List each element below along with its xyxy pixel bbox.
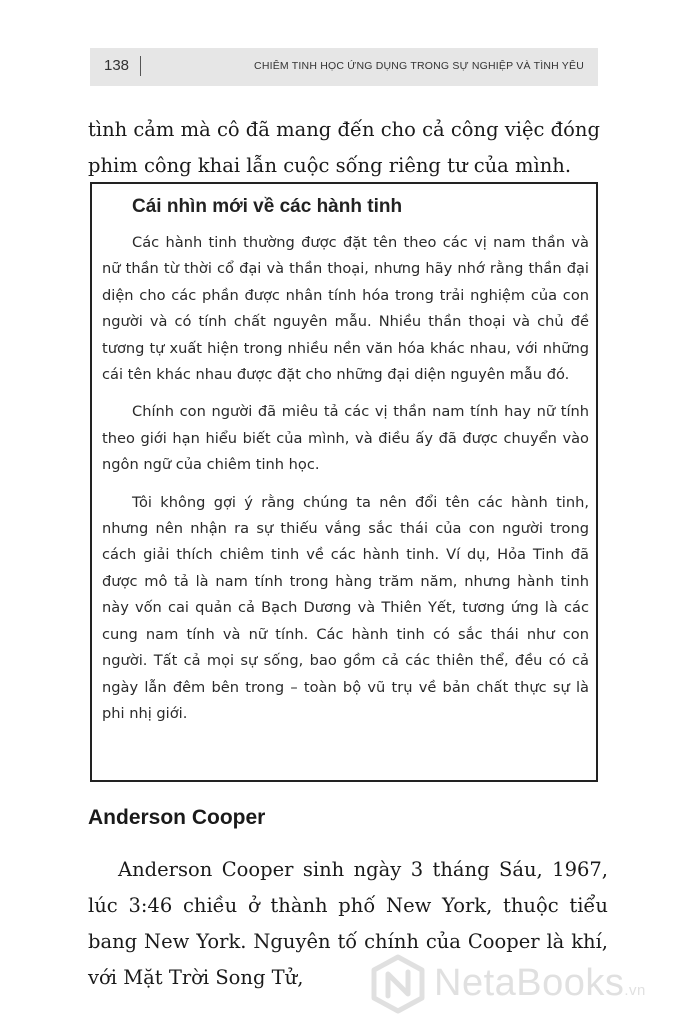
sidebar-box-body (102, 230, 589, 738)
section-paragraph: Anderson Cooper sinh ngày 3 tháng Sáu, 1967, lúc 3:46 chiều ở thành phố New York, thuộc tiểu bang New York. Nguyên tố chính của Cooper là khí, với Mặt Trời Song Tử, (88, 858, 608, 989)
sidebar-box (90, 182, 598, 782)
sidebar-paragraph-1: Các hành tinh thường được đặt tên theo các vị nam thần và nữ thần từ thời cổ đại và thần thoại, nhưng hãy nhớ rằng thần đại diện cho các phần được nhân tính hóa trong trải nghiệm của con người và có tính chất nguyên mẫu. Nhiều thần thoại và chủ đề tương tự xuất hiện trong nhiều nền văn hóa khác nhau, với những cái tên khác nhau được đặt cho những đại diện nguyên mẫu đó. (102, 234, 589, 384)
watermark (368, 950, 698, 1020)
watermark-domain-suffix: .vn (624, 982, 646, 999)
watermark-brand-name: NetaBooks (434, 962, 625, 1004)
header-divider (140, 56, 141, 76)
running-title: CHIÊM TINH HỌC ỨNG DỤNG TRONG SỰ NGHIỆP VÀ TÌNH YÊU (254, 60, 584, 72)
page-header (90, 48, 598, 86)
sidebar-paragraph-2: Chính con người đã miêu tả các vị thần nam tính hay nữ tính theo giới hạn hiểu biết của mình, và điều ấy đã được chuyển vào ngôn ngữ của chiêm tinh học. (102, 403, 589, 474)
netabooks-logo-icon (368, 954, 428, 1014)
page-number: 138 (104, 57, 130, 74)
intro-paragraph: tình cảm mà cô đã mang đến cho cả công việc đóng phim công khai lẫn cuộc sống riêng tư của mình. (88, 118, 600, 177)
sidebar-paragraph-3: Tôi không gợi ý rằng chúng ta nên đổi tên các hành tinh, nhưng nên nhận ra sự thiếu vắng sắc thái của con người trong cách giải thích chiêm tinh về các hành tinh. Ví dụ, Hỏa Tinh đã được mô tả là nam tính trong hàng trăm năm, nhưng hành tinh này vốn cai quản cả Bạch Dương và Thiên Yết, tương ứng là các cung nam tính và nữ tính. Các hành tinh có sắc thái như con người. Tất cả mọi sự sống, bao gồm cả các thiên thể, đều có cả ngày lẫn đêm bên trong – toàn bộ vũ trụ về bản chất thực sự là phi nhị giới. (102, 493, 589, 722)
section-heading: Anderson Cooper (88, 806, 266, 829)
sidebar-box-title: Cái nhìn mới về các hành tinh (132, 196, 403, 217)
watermark-brand (434, 962, 646, 1005)
